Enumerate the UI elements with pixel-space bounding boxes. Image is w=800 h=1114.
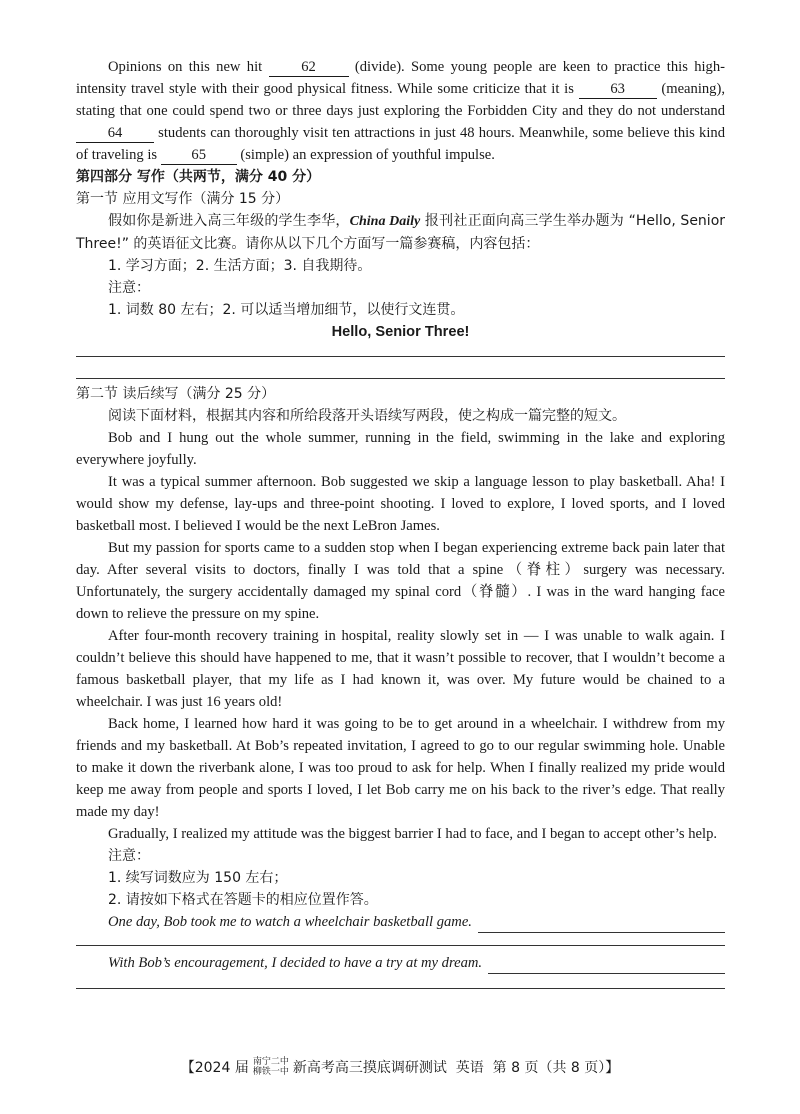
answer-line[interactable] — [488, 959, 725, 974]
continuation-opening-2 — [76, 952, 725, 974]
section1-heading: 第一节 应用文写作（满分 15 分） — [76, 191, 290, 207]
section2-note-item: 1. 续写词数应为 150 左右； — [108, 870, 288, 886]
answer-blank-63[interactable]: 63 — [579, 80, 657, 99]
passage-text: (divide). Some young people are keen to practice this high-intensity travel style with their good physical fitness. While some criticize that it is — [76, 59, 725, 97]
footer-schools — [253, 1057, 289, 1077]
footer-title: 新高考高三摸底调研测试 英语 第 8 页（共 8 页）】 — [292, 1060, 620, 1076]
answer-line[interactable] — [478, 918, 725, 933]
section2-note-item: 2. 请按如下格式在答题卡的相应位置作答。 — [108, 892, 378, 908]
story-paragraph: Gradually, I realized my attitude was the biggest barrier I had to face, and I began to accept other’s help. — [108, 826, 718, 842]
part4-heading: 第四部分 写作（共两节，满分 40 分） — [76, 169, 321, 185]
section2-note-label: 注意： — [108, 848, 150, 864]
continuation-opening-1 — [76, 911, 725, 933]
school-name: 柳铁一中 — [252, 1067, 289, 1077]
story-paragraph: After four-month recovery training in hospital, reality slowly set in — I was unable to walk again. I couldn’t believe this should have happened to me, that it wasn’t possible to recover, that I wouldn’t become a famous basketball player, that my life as I had known it, was over. My future would be chained to a wheelchair. I was just 16 years old! — [76, 628, 725, 710]
passage-text: Opinions on this new hit — [108, 59, 269, 75]
school-name: 南宁二中 — [252, 1057, 289, 1067]
passage-text: (meaning), stating that one could spend two or three days just exploring the Forbidden City and they do not understand — [76, 81, 725, 119]
answer-blank-64[interactable]: 64 — [76, 124, 154, 143]
footer-year: 【2024 届 — [180, 1060, 249, 1076]
page-footer — [0, 1057, 800, 1077]
section1-prompt — [76, 210, 725, 255]
prompt-text: 报刊社正面向高三学生举办题为 “Hello, Senior Three!” 的英语征文比赛。请你从以下几个方面写一篇参赛稿，内容包括： — [76, 213, 726, 252]
story-paragraph: Back home, I learned how hard it was going to be to get around in a wheelchair. I withdrew from my friends and my basketball. At Bob’s repeated invitation, I agreed to go to our regular swimming hole. Unable to make it down the riverbank alone, I was too proud to ask for help. When I finally realized my pride would keep me away from people and sports I loved, I let Bob carry me on his back to the river’s edge. That really made my day! — [76, 716, 725, 820]
story-paragraph: It was a typical summer afternoon. Bob suggested we skip a language lesson to play basketball. Aha! I would show my defense, lay-ups and three-point shooting. I loved to explore, I loved sports, and I loved basketball most. I believed I would be the next LeBron James. — [76, 474, 725, 534]
section1-note-items: 1. 词数 80 左右；2. 可以适当增加细节，以使行文连贯。 — [108, 302, 465, 318]
section2-heading: 第二节 读后续写（满分 25 分） — [76, 386, 276, 402]
story-paragraph: But my passion for sports came to a sudden stop when I began experiencing extreme back pain later that day. After several visits to doctors, finally I was told that a spine（脊柱）surgery was necessary. Unfortunately, the surgery accidentally damaged my spinal cord（脊髓）. I was in the ward hanging face down to relieve the pressure on my spine. — [76, 540, 725, 622]
essay-title: Hello, Senior Three! — [331, 324, 470, 340]
answer-blank-65[interactable]: 65 — [161, 146, 237, 165]
story-passage — [76, 427, 725, 845]
passage-text: (simple) an expression of youthful impulse. — [236, 147, 495, 163]
passage-text: students can thoroughly visit ten attractions in just 48 hours. Meanwhile, some believe this kind of traveling is — [76, 125, 725, 163]
continuation-sentence: With Bob’s encouragement, I decided to have a try at my dream. — [108, 955, 483, 971]
grammar-fill-paragraph — [76, 56, 725, 166]
section1-points: 1. 学习方面；2. 生活方面；3. 自我期待。 — [108, 258, 372, 274]
story-paragraph: Bob and I hung out the whole summer, running in the field, swimming in the lake and exploring everywhere joyfully. — [76, 430, 725, 468]
answer-line[interactable] — [76, 988, 725, 989]
newspaper-name: China Daily — [349, 214, 421, 229]
answer-blank-62[interactable]: 62 — [269, 58, 349, 77]
continuation-sentence: One day, Bob took me to watch a wheelchair basketball game. — [108, 914, 472, 930]
section1-note-label: 注意： — [108, 280, 150, 296]
section2-instruction: 阅读下面材料，根据其内容和所给段落开头语续写两段，使之构成一篇完整的短文。 — [108, 408, 626, 424]
prompt-text: 假如你是新进入高三年级的学生李华， — [108, 213, 350, 229]
